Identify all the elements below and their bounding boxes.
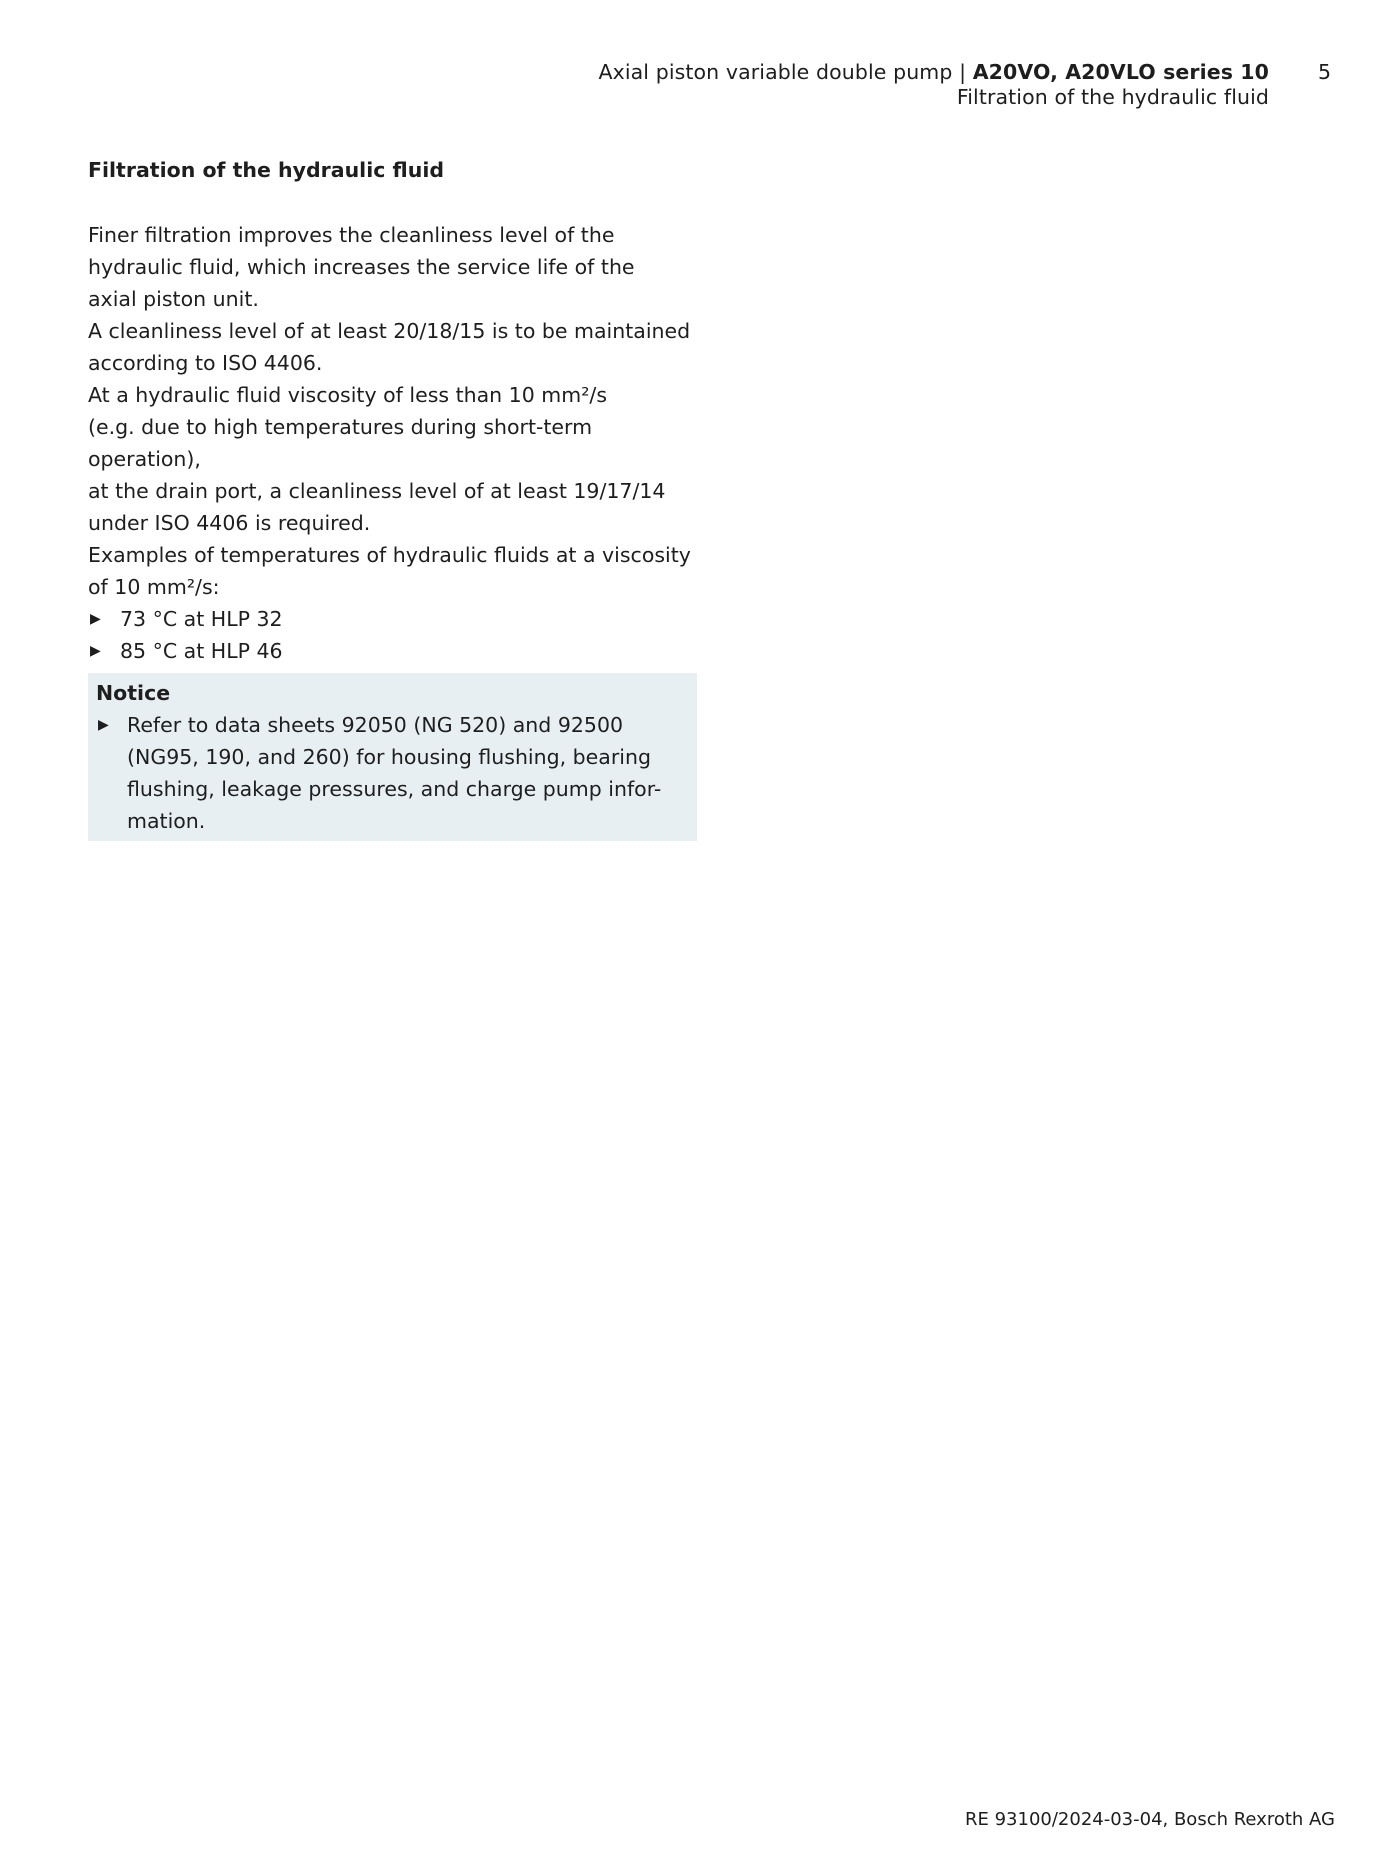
header-title (598, 59, 1269, 85)
header-title-product: A20VO, A20VLO series 10 (972, 60, 1269, 84)
paragraph: At a hydraulic fluid viscosity of less than 10 mm²/s (e.g. due to high temperatures during short-term operation), at the drain port, a cleanliness level of at least 19/17/14 under ISO 4406 is required. (88, 383, 666, 535)
paragraph: Examples of temperatures of hydraulic fluids at a viscosity of 10 mm²/s: (88, 543, 691, 599)
notice-title: Notice (96, 681, 171, 705)
list-item-text: 73 °C at HLP 32 (120, 607, 283, 631)
paragraph: Finer filtration improves the cleanliness level of the hydraulic fluid, which increases the service life of the axial piston unit. (88, 223, 635, 311)
notice-item-text: Refer to data sheets 92050 (NG 520) and 92500 (NG95, 190, and 260) for housing flushing, bearing flushing, leakage pressures, and charge pump infor- mation. (127, 713, 662, 833)
header-title-prefix: Axial piston variable double pump | (598, 60, 973, 84)
section-body (88, 219, 708, 667)
footer-document-reference: RE 93100/2024-03-04, Bosch Rexroth AG (964, 1809, 1335, 1830)
notice-box (88, 673, 697, 841)
paragraph: A cleanliness level of at least 20/18/15 is to be maintained according to ISO 4406. (88, 319, 691, 375)
notice-item (96, 709, 689, 837)
header-subtitle: Filtration of the hydraulic fluid (956, 85, 1269, 109)
bullet-triangle-icon: ▶ (98, 717, 109, 733)
page-number: 5 (1318, 60, 1332, 84)
list-item-text: 85 °C at HLP 46 (120, 639, 283, 663)
list-item (88, 635, 708, 667)
bullet-triangle-icon: ▶ (90, 611, 101, 627)
temperature-list (88, 603, 708, 667)
bullet-triangle-icon: ▶ (90, 643, 101, 659)
list-item (88, 603, 708, 635)
section-heading: Filtration of the hydraulic fluid (88, 158, 445, 182)
